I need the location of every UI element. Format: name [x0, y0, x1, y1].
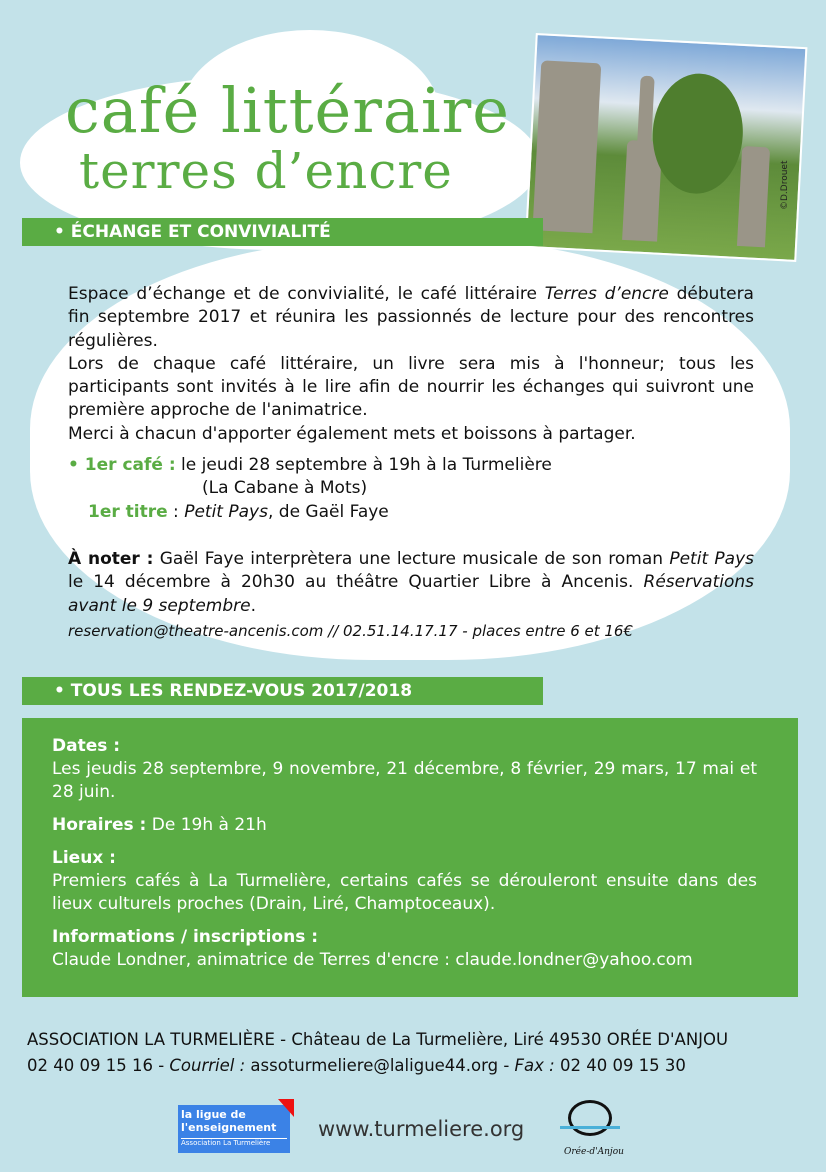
reservation-contact[interactable]: reservation@theatre-ancenis.com // 02.51.14.17.17 - places entre 6 et 16€ — [68, 621, 634, 640]
website-link[interactable]: www.turmeliere.org — [318, 1117, 525, 1141]
footer-address: ASSOCIATION LA TURMELIÈRE - Château de La Turmelière, Liré 49530 ORÉE D'ANJOU — [27, 1030, 729, 1049]
photo-credit: ©D.Drouet — [780, 160, 790, 210]
title-line1: café littéraire — [65, 74, 510, 147]
castle-photo — [525, 33, 808, 262]
title-line2: terres d’encre — [79, 142, 453, 200]
page-title — [65, 74, 510, 200]
section-heading-exchange: • ÉCHANGE ET CONVIVIALITÉ — [22, 218, 543, 246]
schedule-box: Dates : Les jeudis 28 septembre, 9 novembre, 21 décembre, 8 février, 29 mars, 17 mai et 28 juin. Horaires : De 19h à 21h Lieux : Premiers cafés à La Turmelière, certains cafés se dérouleront ensuite dans des lieux culturels proches (Drain, Liré, Champtoceaux). Informations / inscriptions : Claude Londner, animatrice de Terres d'encre : claude.londner@yahoo.com — [22, 718, 798, 997]
intro-text: Espace d’échange et de convivialité, le café littéraire Terres d’encre débutera fin septembre 2017 et réunira les passionnés de lecture pour des rencontres régulières. Lors de chaque café littéraire, un livre sera mis à l'honneur; tous les participants sont invités à le lire afin de nourrir les échanges qui suivront une première approche de l'animatrice. Merci à chacun d'apporter également mets et boissons à partager. • 1er café : le jeudi 28 septembre à 19h à la Turmelière (La Cabane à Mots) 1er titre : Petit Pays, de Gaël Faye À noter : Gaël Faye interprètera une lecture musicale de son roman Petit Pays le 14 décembre à 20h30 au théâtre Quartier Libre à Ancenis. Réservations avant le 9 septembre. reservation@theatre-ancenis.com // 02.51.14.17.17 - places entre 6 et 16€ — [68, 283, 754, 643]
section-heading-dates: • TOUS LES RENDEZ-VOUS 2017/2018 — [22, 677, 543, 705]
footer-contact: 02 40 09 15 16 - Courriel : assoturmeliere@laligue44.org - Fax : 02 40 09 15 30 — [27, 1056, 686, 1075]
oree-anjou-logo: Orée-d'Anjou — [560, 1092, 630, 1162]
ligue-logo: la ligue de l'enseignement Association La Turmelière — [178, 1105, 290, 1153]
